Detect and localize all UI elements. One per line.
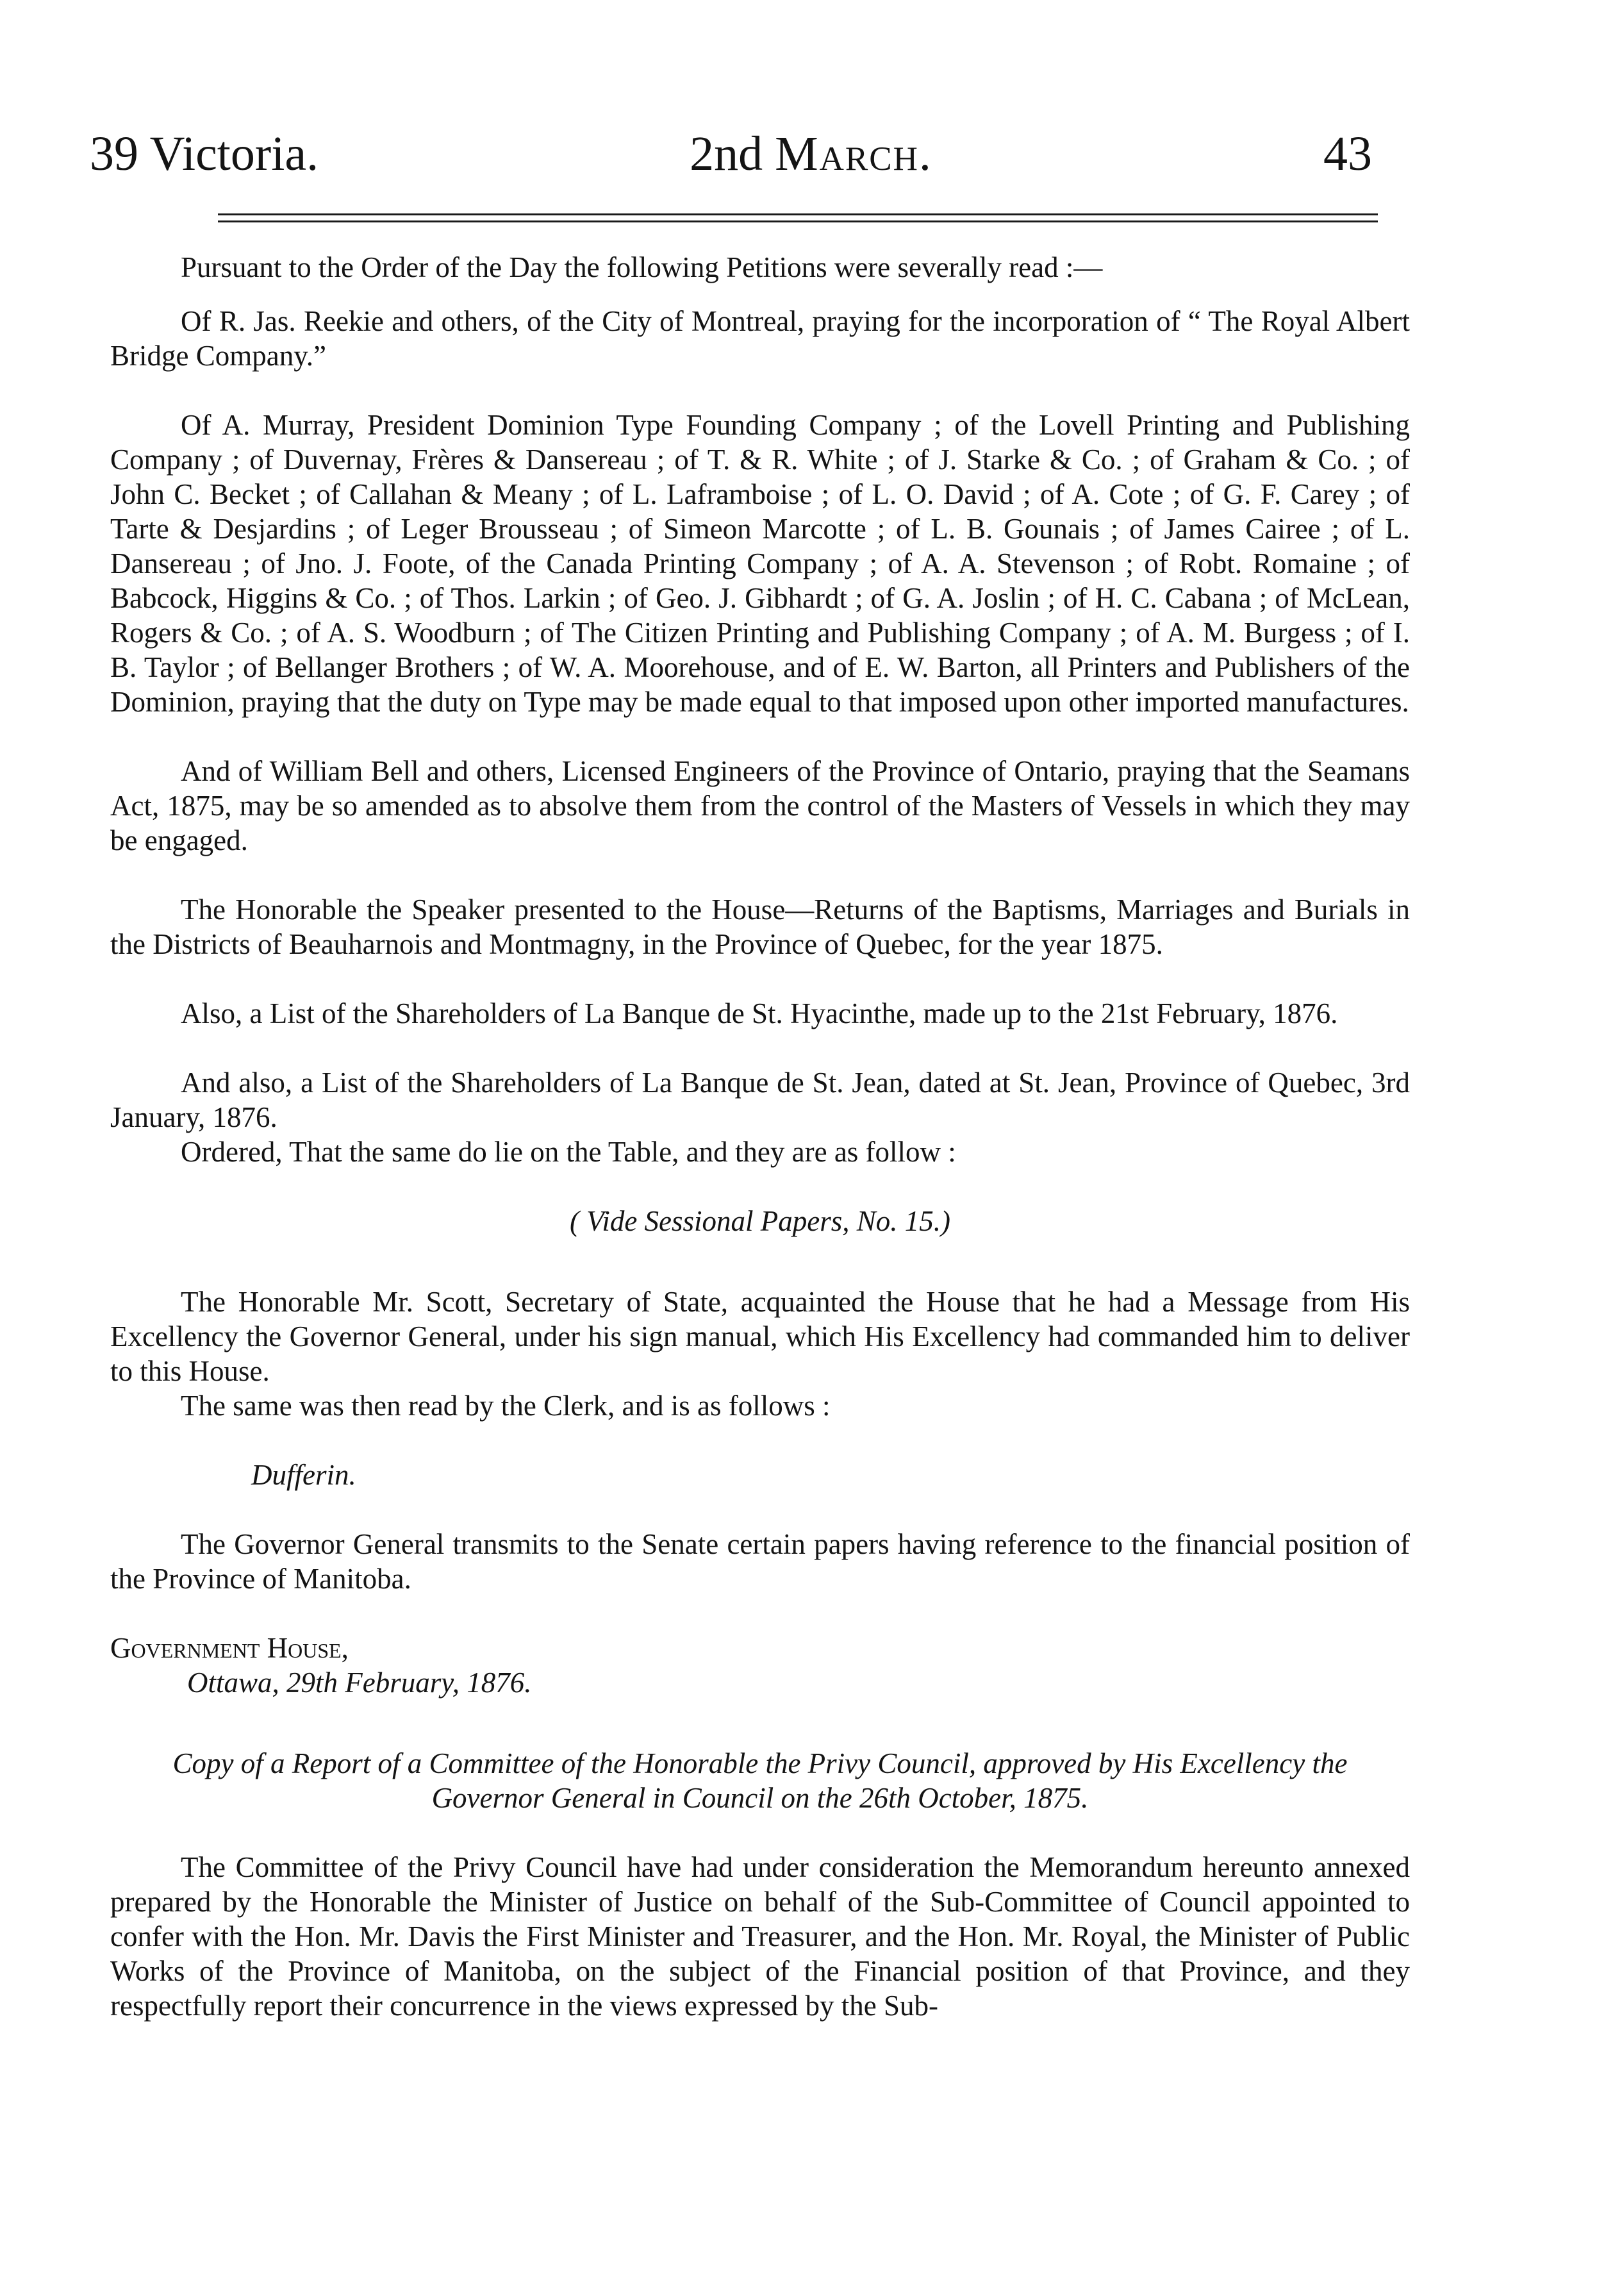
list-st-jean: And also, a List of the Shareholders of La Banque de St. Jean, dated at St. Jean, Province of Quebec, 3rd January, 1876.	[110, 1067, 1410, 1133]
petition-printers: Of A. Murray, President Dominion Type Founding Company ; of the Lovell Printing and Publishing Company ; of Duvernay, Frères & Dansereau ; of T. & R. White ; of J. Starke & Co. ; of Graham & Co. ; of John C. Becket ; of Callahan & Meany ; of L. Laframboise ; of L. O. David ; of A. Cote ; of G. F. Carey ; of Tarte & Desjardins ; of Leger Brousseau ; of Simeon Marcotte ; of L. B. Gounais ; of James Cairee ; of L. Dansereau ; of Jno. J. Foote, of the Canada Printing Company ; of A. A. Stevenson ; of Robt. Romaine ; of Babcock, Higgins & Co. ; of Thos. Larkin ; of Geo. J. Gibhardt ; of G. A. Joslin ; of H. C. Cabana ; of McLean, Rogers & Co. ; of A. S. Woodburn ; of The Citizen Printing and Publishing Company ; of A. M. Burgess ; of I. B. Taylor ; of Bellanger Brothers ; of W. A. Moorehouse, and of E. W. Barton, all Printers and Publishers of the Dominion, praying that the duty on Type may be made equal to that imposed upon other imported manufactures.	[110, 409, 1410, 718]
petition-reekie: Of R. Jas. Reekie and others, of the City of Montreal, praying for the incorporation of “ The Royal Albert Bridge Company.”	[110, 305, 1410, 372]
signature-dufferin: Dufferin.	[251, 1459, 356, 1491]
header-rule-bottom	[218, 220, 1378, 222]
header-rule-top	[218, 213, 1378, 215]
running-header	[0, 122, 1622, 192]
message-paragraph: The Honorable Mr. Scott, Secretary of State, acquainted the House that he had a Message from His Excellency the Governor General, under his sign manual, which His Excellency had commanded him to deliver to this House.	[110, 1286, 1410, 1387]
government-house: Government House,	[110, 1632, 349, 1664]
header-day: 2nd	[690, 127, 775, 181]
header-date	[0, 122, 1622, 186]
list-st-hyacinthe: Also, a List of the Shareholders of La Banque de St. Hyacinthe, made up to the 21st February, 1876.	[181, 997, 1338, 1029]
ottawa-date: Ottawa, 29th February, 1876.	[187, 1667, 532, 1699]
page-number: 43	[1323, 127, 1372, 181]
committee-paragraph: The Committee of the Privy Council have had under consideration the Memorandum hereunto annexed prepared by the Honorable the Minister of Justice on behalf of the Sub-Committee of Council appointed to confer with the Hon. Mr. Davis the First Minister and Treasurer, and the Hon. Mr. Royal, the Minister of Public Works of the Province of Manitoba, on the subject of the Financial position of that Province, and they respectfully report their concurrence in the views expressed by the Sub-	[110, 1851, 1410, 2022]
petitions-intro: Pursuant to the Order of the Day the following Petitions were severally read :—	[181, 251, 1103, 283]
governor-message: The Governor General transmits to the Senate certain papers having reference to the financial position of the Province of Manitoba.	[110, 1528, 1410, 1595]
header-session: 39 Victoria.	[90, 127, 319, 181]
speaker-returns: The Honorable the Speaker presented to the House—Returns of the Baptisms, Marriages and Burials in the Districts of Beauharnois and Montmagny, in the Province of Quebec, for the year 1875.	[110, 894, 1410, 960]
ordered-paragraph: Ordered, That the same do lie on the Table, and they are as follow :	[181, 1136, 956, 1168]
report-title: Copy of a Report of a Committee of the Honorable the Privy Council, approved by His Excellency the Governor General in Council on the 26th October, 1875.	[172, 1747, 1348, 1814]
petition-engineers: And of William Bell and others, Licensed Engineers of the Province of Ontario, praying that the Seamans Act, 1875, may be so amended as to absolve them from the control of the Masters of Vessels in which they may be engaged.	[110, 755, 1410, 856]
header-month: March.	[775, 127, 932, 181]
vide-reference: ( Vide Sessional Papers, No. 15.)	[569, 1205, 951, 1237]
journal-body	[110, 250, 1410, 2023]
read-by-clerk: The same was then read by the Clerk, and is as follows :	[181, 1390, 831, 1422]
